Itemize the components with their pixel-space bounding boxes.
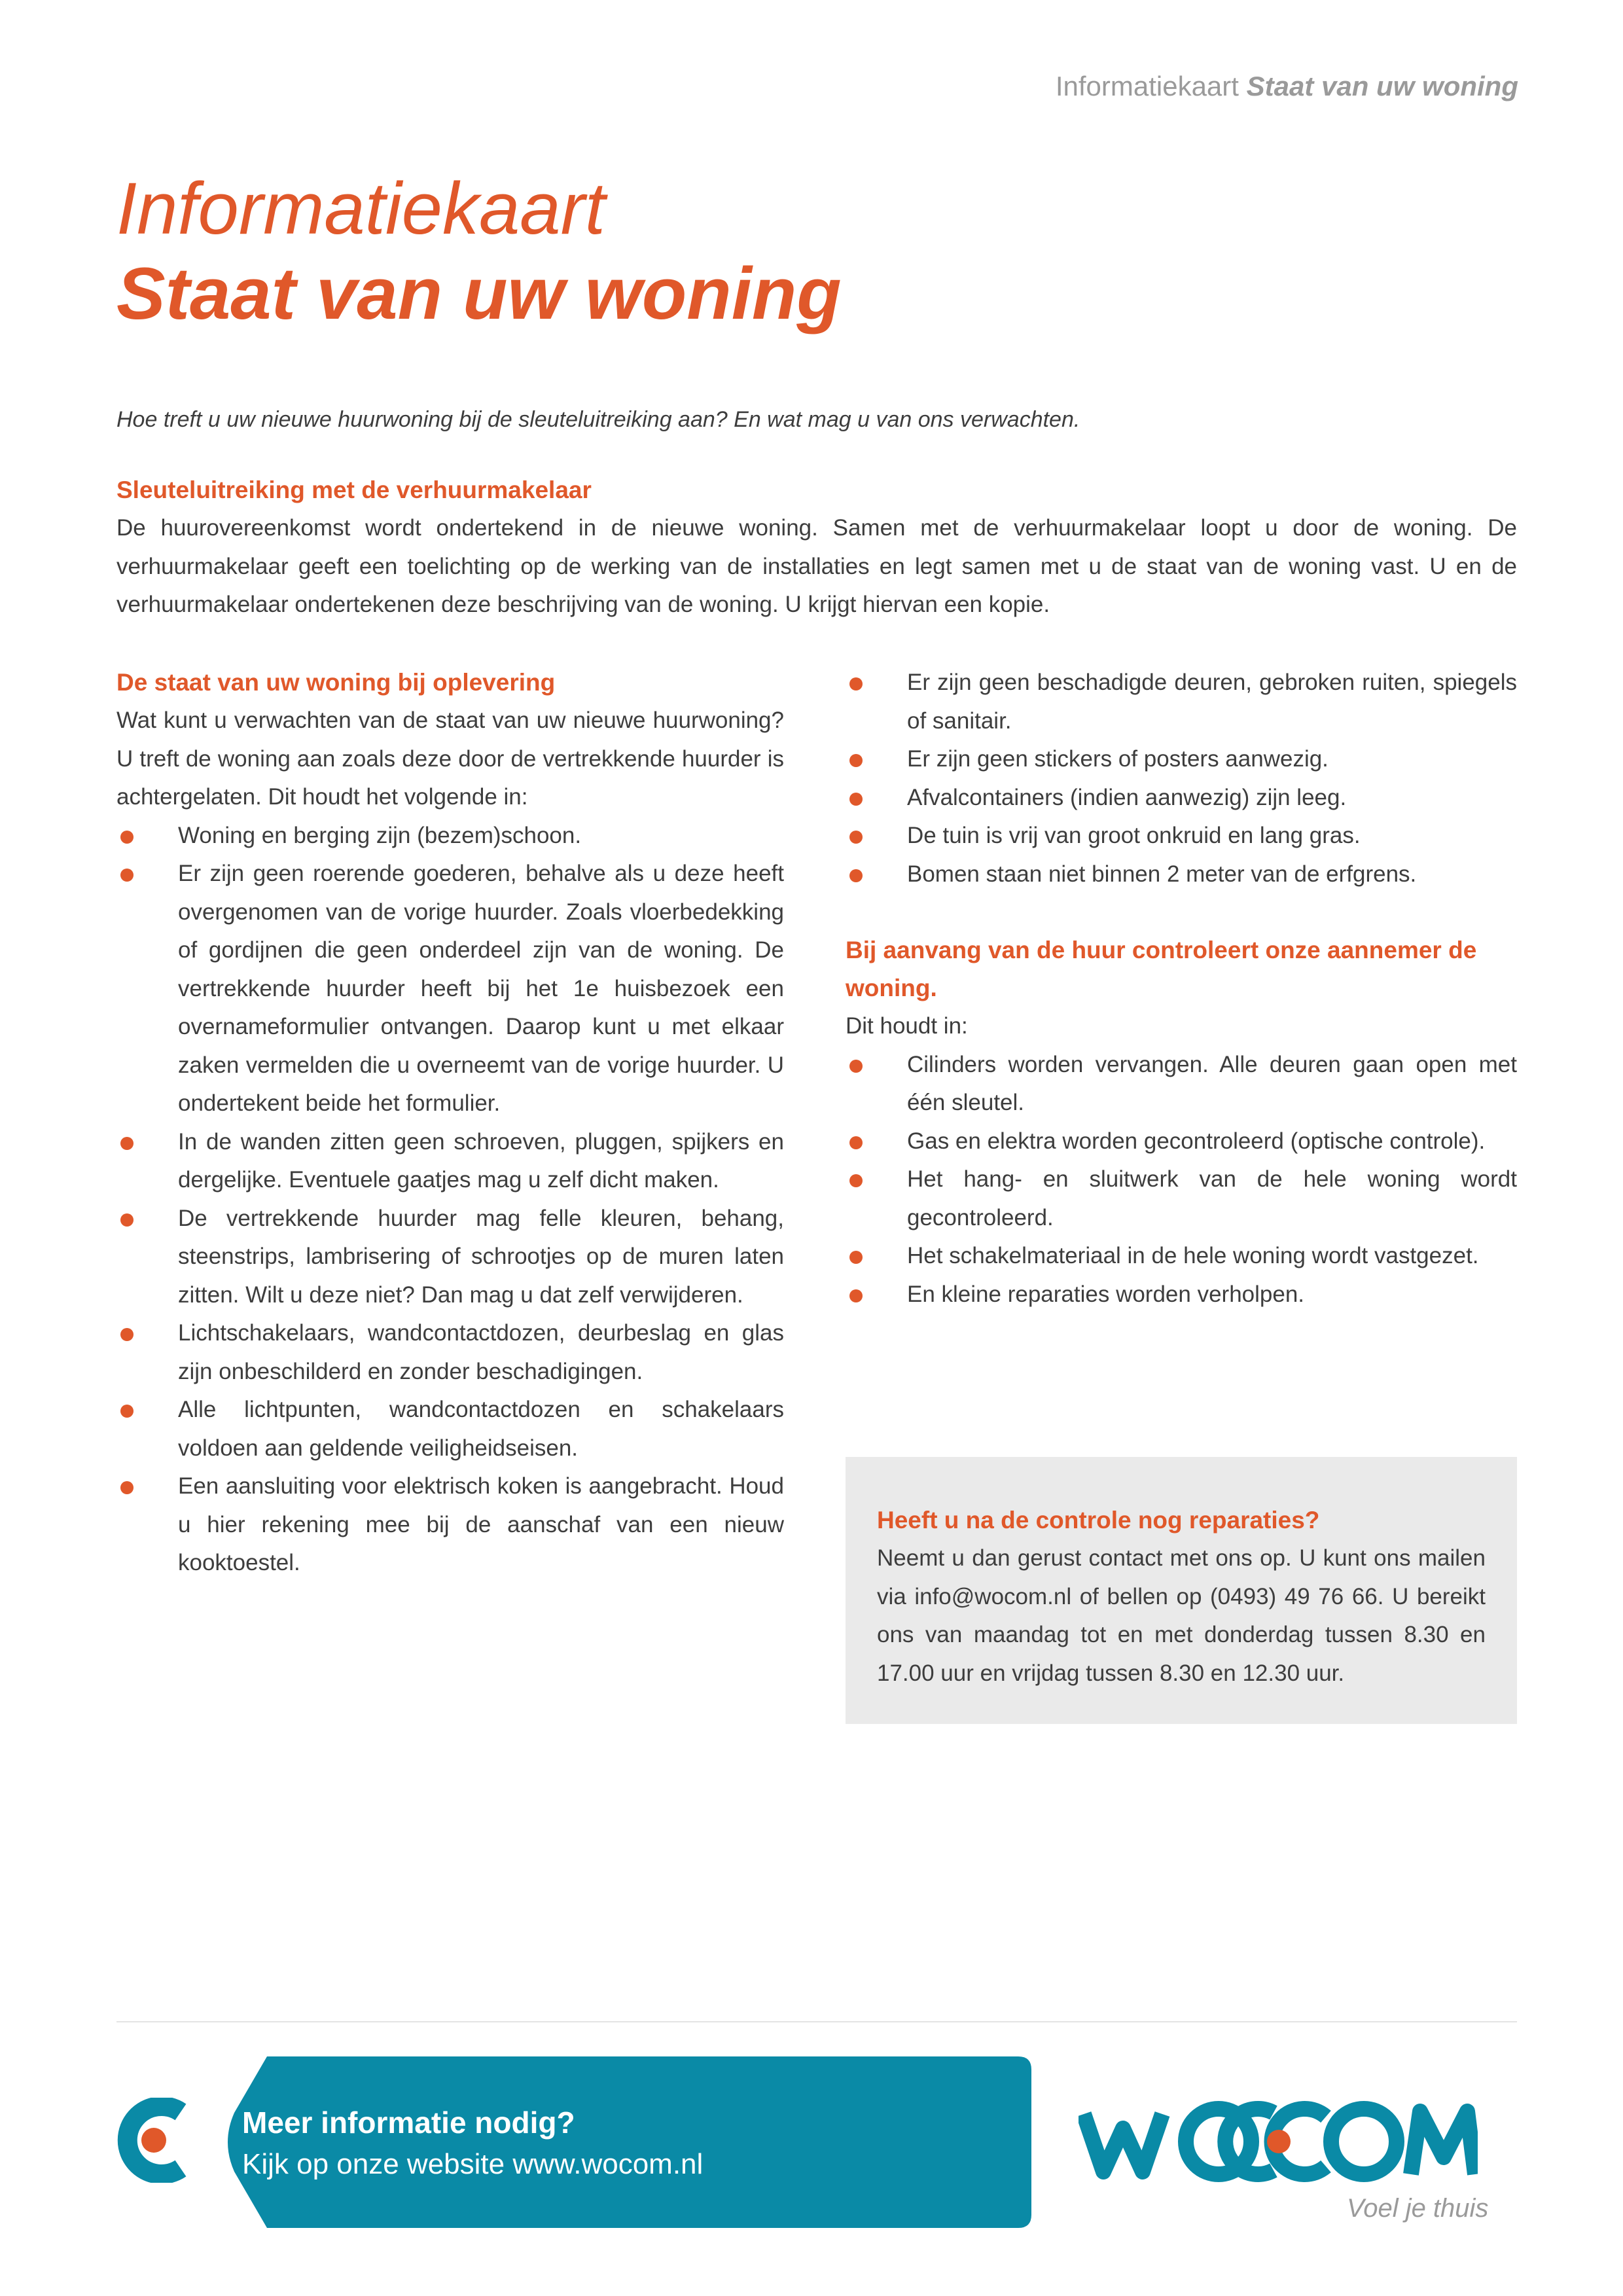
list-item-text: Gas en elektra worden gecontroleerd (optische controle). — [907, 1128, 1486, 1154]
list-item-text: En kleine reparaties worden verholpen. — [907, 1281, 1305, 1307]
list-item — [116, 1391, 784, 1467]
aannemer-bullet-list — [846, 1046, 1517, 1314]
list-item-text: Cilinders worden vervangen. Alle deuren gaan open met één sleutel. — [907, 1051, 1517, 1115]
section-sleuteluitreiking — [116, 471, 1517, 624]
list-item-text: Een aansluiting voor elektrisch koken is aangebracht. Houd u hier rekening mee bij de aanschaf van een nieuw kooktoestel. — [178, 1473, 784, 1575]
right-column — [846, 664, 1517, 1314]
footer-divider — [116, 2021, 1517, 2022]
list-item-text: In de wanden zitten geen schroeven, pluggen, spijkers en dergelijke. Eventuele gaatjes mag u zelf dicht maken. — [178, 1128, 784, 1193]
list-item — [846, 855, 1517, 894]
wocom-logo-icon — [116, 2098, 188, 2183]
list-item — [846, 817, 1517, 855]
bullet-dot-icon — [120, 831, 134, 844]
list-item — [846, 1237, 1517, 1276]
section-heading-aannemer: Bij aanvang van de huur controleert onze aannemer de woning. — [846, 937, 1477, 1001]
bullet-dot-icon — [849, 1060, 863, 1073]
bullet-dot-icon — [849, 677, 863, 691]
list-item-text: De tuin is vrij van groot onkruid en lang gras. — [907, 823, 1361, 848]
list-item-text: Lichtschakelaars, wandcontactdozen, deurbeslag en glas zijn onbeschilderd en zonder beschadigingen. — [178, 1320, 784, 1384]
list-item-text: Het schakelmateriaal in de hele woning wordt vastgezet. — [907, 1243, 1479, 1268]
oplevering-bullet-list — [116, 817, 784, 1583]
bullet-dot-icon — [849, 1136, 863, 1149]
bullet-dot-icon — [849, 1289, 863, 1302]
tagline: Voel je thuis — [1347, 2194, 1489, 2223]
list-item — [116, 1467, 784, 1583]
running-header-prefix: Informatiekaart — [1055, 71, 1239, 101]
list-item-text: Het hang- en sluitwerk van de hele woning wordt gecontroleerd. — [907, 1166, 1517, 1230]
list-item-text: De vertrekkende huurder mag felle kleuren, behang, steenstrips, lambrisering of schrootjes op de muren laten zitten. Wilt u deze niet? Dan mag u dat zelf verwijderen. — [178, 1205, 784, 1308]
info-banner[interactable] — [242, 2102, 703, 2186]
bullet-dot-icon — [849, 831, 863, 844]
section-heading-oplevering: De staat van uw woning bij oplevering — [116, 669, 556, 696]
info-box — [846, 1457, 1517, 1724]
wocom-logo — [1079, 2094, 1478, 2186]
list-item — [116, 1123, 784, 1200]
list-item-text: Bomen staan niet binnen 2 meter van de erfgrens. — [907, 861, 1417, 887]
list-item — [846, 1160, 1517, 1237]
list-item-text: Er zijn geen roerende goederen, behalve als u deze heeft overgenomen van de vorige huurder. Zoals vloerbedekking of gordijnen die geen onderdeel zijn van de woning. De vertrekkende huurder heeft bij het 1e huisbezoek een overnameformulier ontvangen. Daarop kunt u met elkaar zaken vermelden die u overneemt van de vorige huurder. U ondertekent beide het formulier. — [178, 861, 784, 1116]
wocom-logo-text: WOCOM — [1079, 2094, 1082, 2095]
bullet-dot-icon — [849, 793, 863, 806]
list-item — [846, 740, 1517, 779]
section-heading: Sleuteluitreiking met de verhuurmakelaar — [116, 476, 592, 503]
list-item-text: Er zijn geen beschadigde deuren, gebroken ruiten, spiegels of sanitair. — [907, 670, 1517, 734]
list-item — [846, 1122, 1517, 1161]
running-header — [1056, 71, 1518, 102]
bullet-dot-icon — [120, 869, 134, 882]
bullet-dot-icon — [120, 1213, 134, 1227]
list-item — [846, 1046, 1517, 1122]
bullet-dot-icon — [120, 1137, 134, 1150]
bullet-dot-icon — [120, 1481, 134, 1494]
list-item — [116, 1314, 784, 1391]
list-item — [846, 1276, 1517, 1314]
intro-text: Hoe treft u uw nieuwe huurwoning bij de sleuteluitreiking aan? En wat mag u van ons verwachten. — [116, 407, 1080, 432]
section-body: De huurovereenkomst wordt ondertekend in de nieuwe woning. Samen met de verhuurmakelaar loopt u door de woning. De verhuurmakelaar geeft een toelichting op de werking van de installaties en legt samen met u de staat van de woning vast. U en de verhuurmakelaar ondertekenen deze beschrijving van de woning. U krijgt hiervan een kopie. — [116, 515, 1517, 617]
bullet-dot-icon — [849, 1251, 863, 1264]
banner-website-link[interactable]: Kijk op onze website www.wocom.nl — [242, 2148, 704, 2180]
list-item-text: Afvalcontainers (indien aanwezig) zijn leeg. — [907, 784, 1347, 810]
info-box-body: Neemt u dan gerust contact met ons op. U kunt ons mailen via info@wocom.nl of bellen op (0493) 49 76 66. U bereikt ons van maandag tot en met donderdag tussen 8.30 en 17.00 uur en vrijdag tussen 8.30 en 12.30 uur. — [877, 1545, 1486, 1686]
page-title-line1: Informatiekaart — [116, 168, 605, 249]
info-box-heading: Heeft u na de controle nog reparaties? — [877, 1507, 1320, 1534]
running-header-bold: Staat van uw woning — [1246, 71, 1518, 101]
oplevering-intro: Wat kunt u verwachten van de staat van uw nieuwe huurwoning? U treft de woning aan zoals deze door de vertrekkende huurder is achtergelaten. Dit houdt het volgende in: — [116, 708, 784, 810]
list-item — [116, 817, 784, 855]
bullet-dot-icon — [120, 1405, 134, 1418]
list-item-text: Woning en berging zijn (bezem)schoon. — [178, 822, 582, 848]
aannemer-intro: Dit houdt in: — [846, 1013, 968, 1039]
bullet-dot-icon — [849, 1174, 863, 1187]
left-column — [116, 664, 784, 1583]
list-item-text: Alle lichtpunten, wandcontactdozen en schakelaars voldoen aan geldende veiligheidseisen. — [178, 1397, 784, 1461]
list-item — [116, 855, 784, 1123]
banner-title: Meer informatie nodig? — [242, 2106, 575, 2140]
page-title-line2: Staat van uw woning — [116, 253, 842, 334]
list-item — [116, 1200, 784, 1315]
list-item-text: Er zijn geen stickers of posters aanwezig. — [907, 746, 1329, 772]
bullet-dot-icon — [849, 754, 863, 767]
list-item — [846, 779, 1517, 817]
list-item — [846, 664, 1517, 740]
oplevering-bullet-list-continued — [846, 664, 1517, 893]
bullet-dot-icon — [849, 869, 863, 882]
spacer — [846, 893, 1517, 931]
bullet-dot-icon — [120, 1328, 134, 1341]
